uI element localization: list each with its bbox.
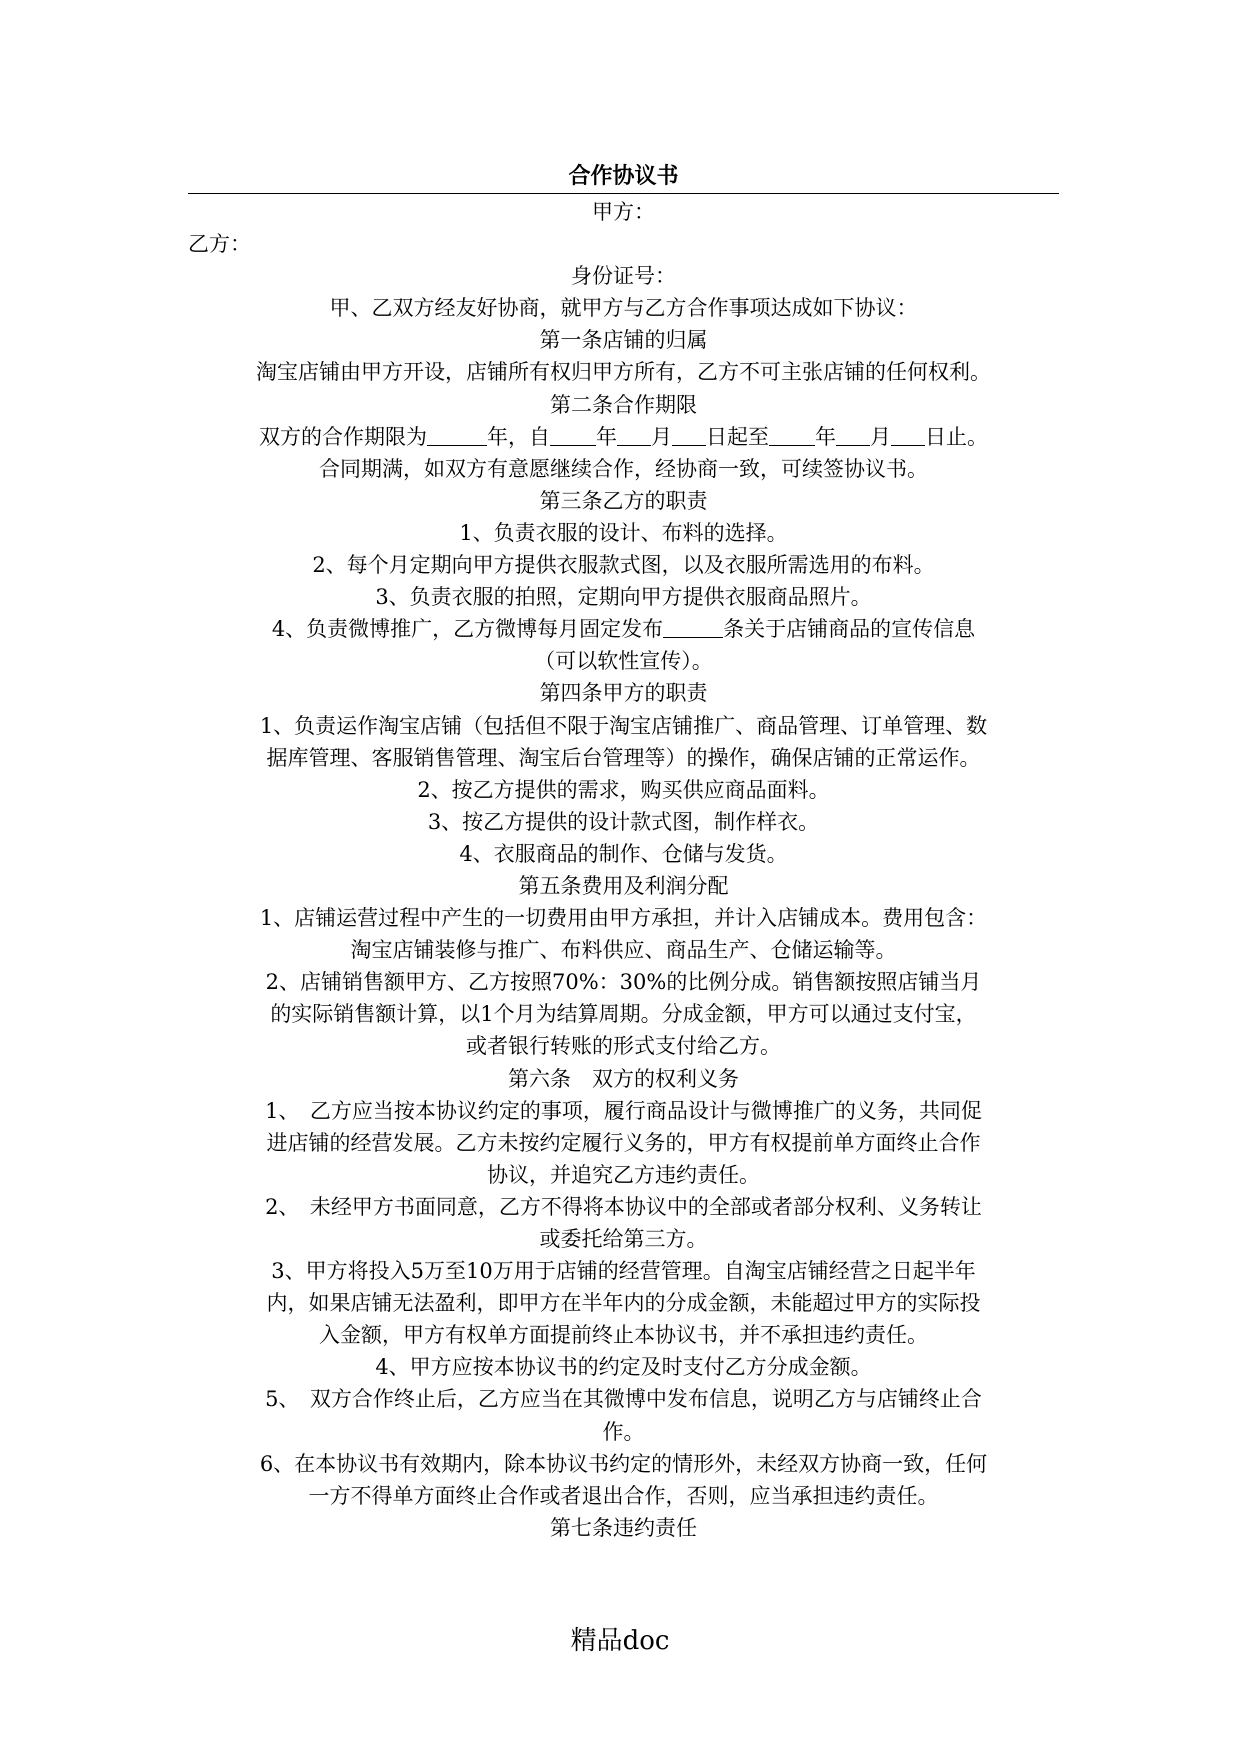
article-3-item: 2、每个月定期向甲方提供衣服款式图，以及衣服所需选用的布料。 xyxy=(312,553,935,578)
article-5-item-2-line: 的实际销售额计算，以1个月为结算周期。分成金额，甲方可以通过支付宝， xyxy=(270,1002,977,1027)
page-footer: 精品doc xyxy=(570,1626,670,1656)
article-6-item-3-line: 内，如果店铺无法盈利，即甲方在半年内的分成金额，未能超过甲方的实际投 xyxy=(266,1291,981,1316)
start-month-unit: 月 xyxy=(651,424,672,449)
start-year-unit: 年 xyxy=(596,424,617,449)
article-5-item-1-line: 淘宝店铺装修与推广、布料供应、商品生产、仓储运输等。 xyxy=(350,938,897,963)
intro-paragraph: 甲、乙双方经友好协商，就甲方与乙方合作事项达成如下协议： xyxy=(329,296,918,321)
weibo-count-blank[interactable] xyxy=(663,617,723,638)
article-4-item-1-line: 据库管理、客服销售管理、淘宝后台管理等）的操作，确保店铺的正常运作。 xyxy=(266,745,981,770)
article-3-item: 1、负责衣服的设计、布料的选择。 xyxy=(459,520,788,545)
end-day-unit: 日止。 xyxy=(925,424,988,449)
article-1-text: 淘宝店铺由甲方开设，店铺所有权归甲方所有，乙方不可主张店铺的任何权利。 xyxy=(256,360,991,385)
article-4-item: 3、按乙方提供的设计款式图，制作样衣。 xyxy=(427,809,820,834)
article-3-item-4 xyxy=(188,613,1059,645)
title-underline xyxy=(188,193,1059,194)
end-month-unit: 月 xyxy=(870,424,891,449)
item4-prefix: 4、负责微博推广，乙方微博每月固定发布 xyxy=(271,617,664,642)
article-6-item-5-line: 5、 双方合作终止后，乙方应当在其微博中发布信息，说明乙方与店铺终止合 xyxy=(265,1387,982,1412)
article-2-renewal: 合同期满，如双方有意愿继续合作，经协商一致，可续签协议书。 xyxy=(319,456,928,481)
document-title: 合作协议书 xyxy=(568,164,679,189)
start-day-blank[interactable] xyxy=(672,425,706,446)
article-6-item-2-line: 2、 未经甲方书面同意，乙方不得将本协议中的全部或者部分权利、义务转让 xyxy=(265,1194,982,1219)
article-4-heading: 第四条甲方的职责 xyxy=(539,681,708,706)
start-day-unit: 日起至 xyxy=(706,424,769,449)
article-5-heading: 第五条费用及利润分配 xyxy=(518,873,729,898)
article-6-item-5-line: 作。 xyxy=(602,1419,645,1444)
article-6-item-1-line: 协议，并追究乙方违约责任。 xyxy=(487,1162,760,1187)
article-6-item-6-line: 6、在本协议书有效期内，除本协议书约定的情形外，未经双方协商一致，任何 xyxy=(259,1451,988,1476)
article-6-heading: 第六条 双方的权利义务 xyxy=(508,1066,739,1091)
article-5-item-2-line: 或者银行转账的形式支付给乙方。 xyxy=(466,1034,781,1059)
article-5-item-2-line: 2、店铺销售额甲方、乙方按照70%：30%的比例分成。销售额按照店铺当月 xyxy=(265,970,982,995)
term-from-label: ，自 xyxy=(508,424,550,449)
article-6-item-6-line: 一方不得单方面终止合作或者退出合作，否则，应当承担违约责任。 xyxy=(308,1483,939,1508)
party-b-line: 乙方： xyxy=(188,232,251,257)
term-year-unit: 年 xyxy=(487,424,508,449)
article-3-item: 3、负责衣服的拍照，定期向甲方提供衣服商品照片。 xyxy=(375,585,872,610)
term-prefix: 双方的合作期限为 xyxy=(259,424,427,449)
article-2-heading: 第二条合作期限 xyxy=(550,392,697,417)
start-year-blank[interactable] xyxy=(550,425,596,446)
end-year-unit: 年 xyxy=(815,424,836,449)
id-number-line: 身份证号： xyxy=(571,264,676,289)
item4-suffix: 条关于店铺商品的宣传信息 xyxy=(723,617,976,642)
article-5-item-1-line: 1、店铺运营过程中产生的一切费用由甲方承担，并计入店铺成本。费用包含： xyxy=(259,906,988,931)
article-4-item: 2、按乙方提供的需求，购买供应商品面料。 xyxy=(417,777,830,802)
article-6-item-1-line: 进店铺的经营发展。乙方未按约定履行义务的，甲方有权提前单方面终止合作 xyxy=(266,1130,981,1155)
article-2-term xyxy=(188,421,1059,453)
term-years-blank[interactable] xyxy=(427,425,487,446)
article-4-item-1-line: 1、负责运作淘宝店铺（包括但不限于淘宝店铺推广、商品管理、订单管理、数 xyxy=(259,713,988,738)
party-a-line: 甲方： xyxy=(592,200,655,224)
article-6-item-1-line: 1、 乙方应当按本协议约定的事项，履行商品设计与微博推广的义务，共同促 xyxy=(265,1098,982,1123)
end-month-blank[interactable] xyxy=(836,425,870,446)
article-3-item-4-cont: （可以软性宣传）。 xyxy=(534,649,713,674)
article-7-heading: 第七条违约责任 xyxy=(550,1515,697,1540)
end-day-blank[interactable] xyxy=(891,425,925,446)
article-6-item-3-line: 3、甲方将投入5万至10万用于店铺的经营管理。自淘宝店铺经营之日起半年 xyxy=(271,1259,976,1284)
article-6-item-3-line: 入金额，甲方有权单方面提前终止本协议书，并不承担违约责任。 xyxy=(319,1323,928,1348)
article-3-heading: 第三条乙方的职责 xyxy=(539,488,708,513)
article-1-heading: 第一条店铺的归属 xyxy=(539,328,708,353)
article-4-item: 4、衣服商品的制作、仓储与发货。 xyxy=(459,841,788,866)
article-6-item-4: 4、甲方应按本协议书的约定及时支付乙方分成金额。 xyxy=(375,1355,872,1380)
start-month-blank[interactable] xyxy=(617,425,651,446)
document-body xyxy=(188,196,1059,1544)
article-6-item-2-line: 或委托给第三方。 xyxy=(539,1227,708,1251)
end-year-blank[interactable] xyxy=(769,425,815,446)
